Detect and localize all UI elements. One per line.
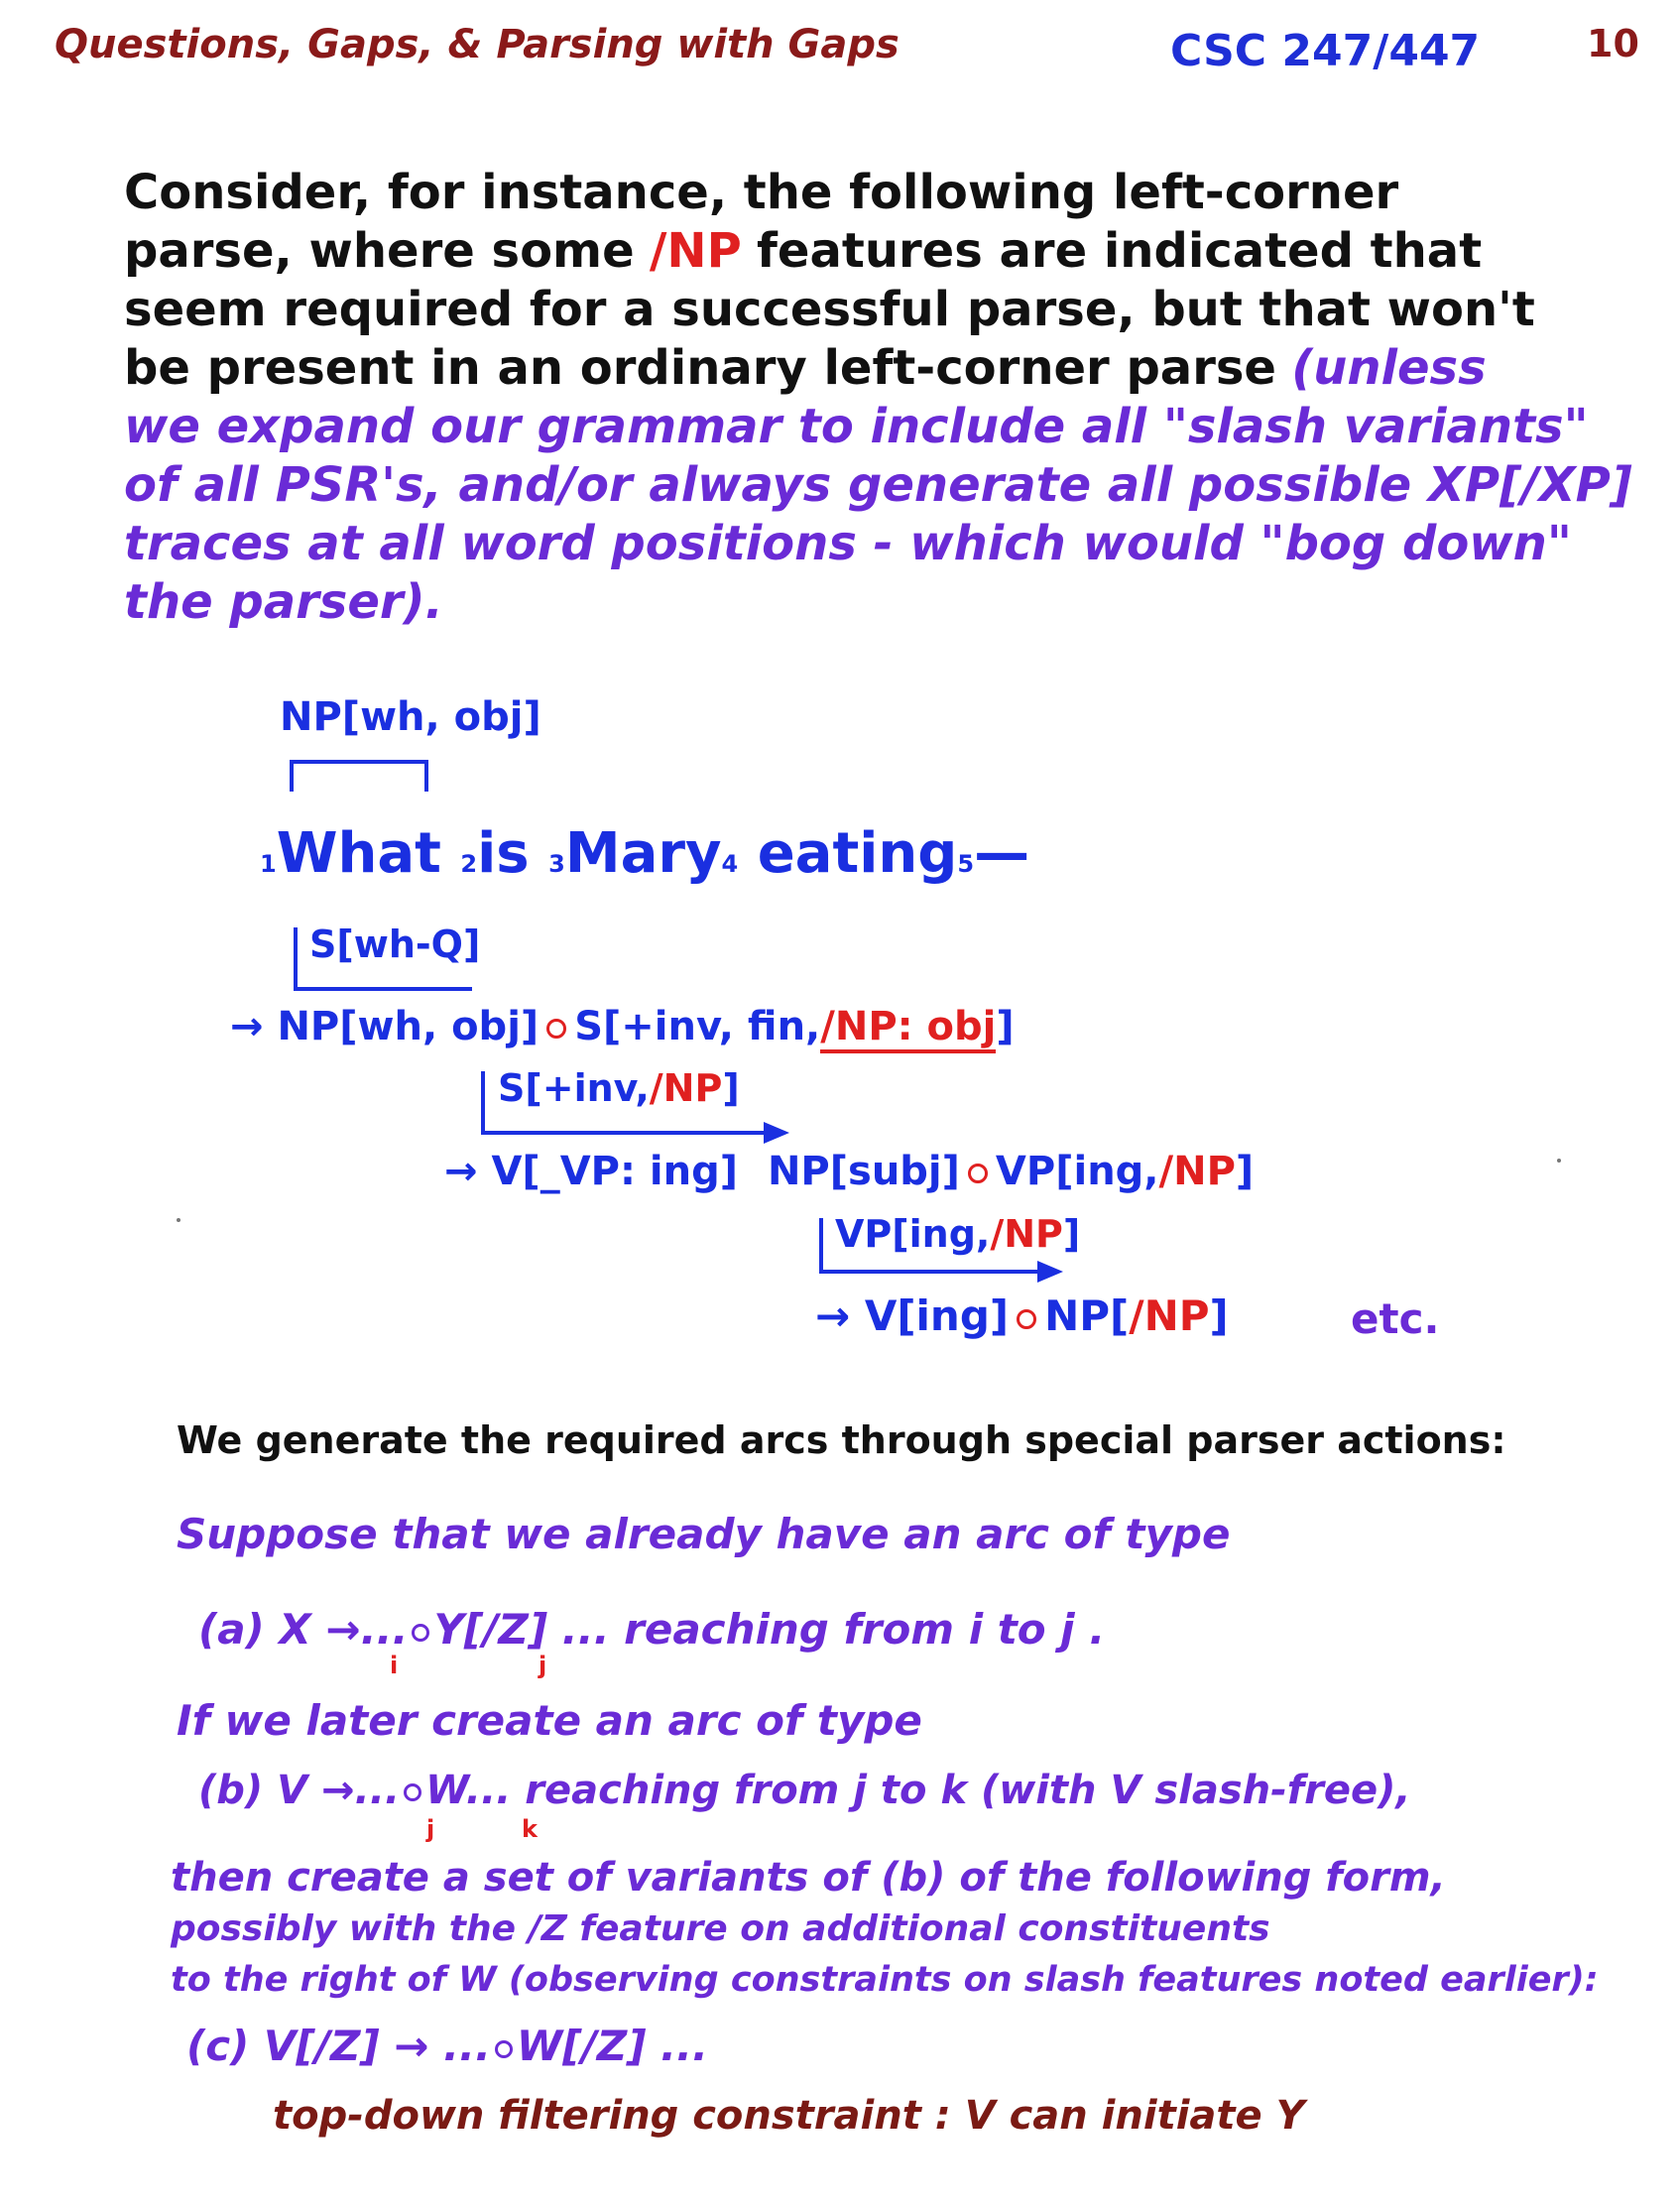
r2-np: NP[wh, obj] xyxy=(277,1004,540,1049)
bracket-top xyxy=(290,760,428,764)
s-whq-label: S[wh-Q] xyxy=(309,922,481,966)
r2-close: ] xyxy=(996,1004,1015,1049)
index-j: j xyxy=(539,1652,547,1679)
word-mary: Mary xyxy=(564,821,722,886)
r5-slash-np: /NP xyxy=(990,1212,1063,1256)
course-code: CSC 247/447 xyxy=(1170,26,1481,76)
r5-vp: VP[ing, xyxy=(835,1212,991,1256)
index-4: 4 xyxy=(721,850,739,878)
arc-vp-line xyxy=(819,1270,1042,1274)
r4-slash-np: /NP xyxy=(1158,1149,1236,1194)
dot-circle-icon xyxy=(1017,1309,1036,1329)
word-what: What xyxy=(276,821,441,886)
speck xyxy=(177,1218,180,1222)
index-5: 5 xyxy=(957,850,975,878)
intro-line-5: we expand our grammar to include all "slash variants" xyxy=(124,399,1589,454)
r4-np-subj: NP[subj] xyxy=(767,1149,960,1194)
intro-line-3: seem required for a successful parse, but that won't xyxy=(124,282,1535,337)
arc-s-inv-line xyxy=(481,1131,769,1135)
intro-line-7: traces at all word positions - which would "bog down" xyxy=(124,516,1572,571)
top-down-filtering-note: top-down filtering constraint : V can initiate Y xyxy=(273,2093,1305,2139)
r4-close: ] xyxy=(1235,1149,1255,1194)
r5-close: ] xyxy=(1062,1212,1081,1256)
row6 xyxy=(815,1291,1229,1340)
page-title: Questions, Gaps, & Parsing with Gaps xyxy=(55,22,900,67)
dot-circle-icon xyxy=(546,1019,566,1039)
rule-b-rest: W... reaching from j to k (with V slash-free), xyxy=(425,1768,1411,1813)
arrowhead-icon xyxy=(1037,1261,1063,1283)
slash-np-marker: /NP xyxy=(649,223,742,279)
arc-s-whq-line xyxy=(294,987,472,991)
rule-a xyxy=(198,1605,1105,1654)
rule-c xyxy=(186,2022,708,2070)
dot-circle-icon xyxy=(412,1624,429,1642)
rule-a-rest: Y[/Z] ... reaching from i to j . xyxy=(433,1605,1106,1654)
body-line-8: to the right of W (observing constraints on slash features noted earlier): xyxy=(171,1960,1599,2000)
r6-slash-np: /NP xyxy=(1129,1291,1210,1340)
intro-line-4b: (unless xyxy=(1291,340,1487,396)
bracket-left xyxy=(290,762,294,792)
dot-circle-icon xyxy=(968,1164,988,1183)
dot-circle-icon xyxy=(495,2040,513,2058)
arrow-right-icon: → xyxy=(815,1291,851,1340)
arc-vp-start xyxy=(819,1218,823,1274)
index-2: 2 xyxy=(460,850,478,878)
arc-s-inv-start xyxy=(481,1071,485,1133)
r2-s: S[+inv, fin, xyxy=(574,1004,821,1049)
bracket-right xyxy=(424,762,428,792)
row4 xyxy=(444,1149,1254,1194)
rule-b-dots: ... xyxy=(354,1768,401,1813)
rule-a-lhs: (a) X → xyxy=(198,1605,361,1654)
word-eating: eating xyxy=(757,821,958,886)
sentence xyxy=(260,821,1029,886)
arc-s-whq-start xyxy=(294,927,298,989)
arrow-right-icon: → xyxy=(444,1149,478,1194)
index-j-b: j xyxy=(426,1815,435,1843)
intro-line-4a: be present in an ordinary left-corner parse xyxy=(124,340,1276,396)
intro-line-2 xyxy=(124,222,1641,281)
intro-line-2a: parse, where some xyxy=(124,223,635,279)
index-1: 1 xyxy=(260,850,277,878)
r3-close: ] xyxy=(722,1066,740,1110)
intro-line-6: of all PSR's, and/or always generate all possible XP[/XP] xyxy=(124,457,1632,513)
r3-s: S[+inv, xyxy=(498,1066,650,1110)
index-3: 3 xyxy=(548,850,565,878)
arrowhead-icon xyxy=(764,1122,789,1144)
word-is: is xyxy=(477,821,530,886)
speck xyxy=(1557,1159,1561,1163)
np-wh-obj-label: NP[wh, obj] xyxy=(280,694,541,740)
intro-line-1: Consider, for instance, the following left-corner xyxy=(124,165,1399,220)
rule-b-lhs: (b) V → xyxy=(198,1768,355,1813)
row3 xyxy=(498,1066,740,1110)
r6-close: ] xyxy=(1209,1291,1229,1340)
arrow-right-icon: → xyxy=(230,1004,264,1049)
index-i: i xyxy=(390,1652,399,1679)
r2-slash-np-obj: /NP: obj xyxy=(820,1004,996,1053)
index-k: k xyxy=(522,1815,538,1843)
page-number: 10 xyxy=(1587,22,1639,65)
body-line-6: then create a set of variants of (b) of the following form, xyxy=(171,1855,1446,1901)
r4-v: V[_VP: ing] xyxy=(491,1149,738,1194)
r6-np: NP[ xyxy=(1044,1291,1130,1340)
r6-v-ing: V[ing] xyxy=(864,1291,1010,1340)
rule-b xyxy=(198,1768,1411,1813)
intro-line-8: the parser). xyxy=(124,574,443,630)
r4-vp: VP[ing, xyxy=(995,1149,1159,1194)
rule-c-rest: W[/Z] ... xyxy=(516,2022,708,2070)
body-line-4: If we later create an arc of type xyxy=(177,1696,922,1745)
dot-circle-icon xyxy=(404,1783,421,1801)
body-line-1: We generate the required arcs through special parser actions: xyxy=(177,1418,1506,1462)
body-line-7: possibly with the /Z feature on additional constituents xyxy=(171,1908,1270,1949)
row2 xyxy=(230,1004,1015,1049)
gap-dash: — xyxy=(974,821,1030,886)
etc-label: etc. xyxy=(1351,1294,1440,1343)
body-line-2: Suppose that we already have an arc of type xyxy=(177,1510,1231,1558)
intro-line-2b: features are indicated that xyxy=(757,223,1483,279)
rule-c-lhs: (c) V[/Z] → ... xyxy=(186,2022,491,2070)
rule-a-dots: ... xyxy=(360,1605,409,1654)
intro-line-4 xyxy=(124,339,1641,398)
r3-slash-np: /NP xyxy=(649,1066,723,1110)
row5 xyxy=(835,1212,1080,1256)
